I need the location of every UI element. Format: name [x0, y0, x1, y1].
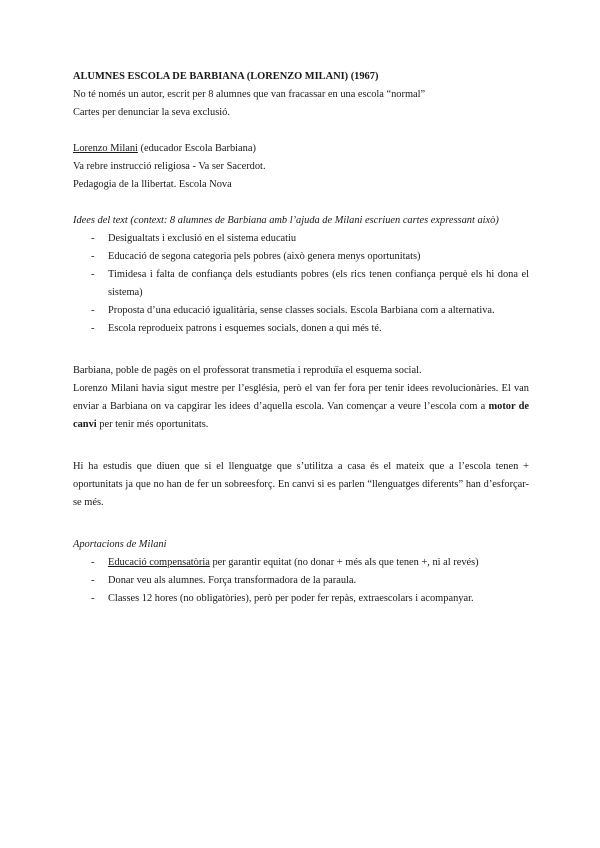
list-item: - Educació compensatòria per garantir equitat (no donar + més als que tenen +, ni al revés)	[91, 557, 479, 568]
list-item: - Proposta d’una educació igualitària, sense classes socials. Escola Barbiana com a alternativa.	[91, 305, 495, 316]
motor-de-canvi: motor de canvi	[73, 401, 530, 430]
document-title: ALUMNES ESCOLA DE BARBIANA (LORENZO MILANI) (1967)	[73, 71, 379, 82]
list-item: - Timidesa i falta de confiança dels estudiants pobres (els rics tenen confiança perquè els hi dona el sistema)	[91, 269, 529, 298]
spacer	[73, 512, 529, 530]
spacer	[73, 194, 529, 212]
intro-line-2: Cartes per denunciar la seva exclusió.	[73, 107, 230, 118]
barbiana-line: Barbiana, poble de pagès on el professorat transmetia i reproduïa el esquema social.	[73, 365, 422, 376]
list-item: - Desigualtats i exclusió en el sistema educatiu	[91, 233, 297, 244]
milani-line-1: Va rebre instrucció religiosa - Va ser Sacerdot.	[73, 161, 266, 172]
contributions-heading: Aportacions de Milani	[73, 539, 167, 550]
milani-line-2: Pedagogia de la llibertat. Escola Nova	[73, 179, 232, 190]
milani-paragraph: Lorenzo Milani havia sigut mestre per l’església, però el van fer fora per tenir idees revolucionàries. El van enviar a Barbiana on va capgirar les idees d’aquella escola. Van començar a veure l’escola com a motor de canvi per tenir més oportunitats.	[73, 383, 530, 430]
ideas-heading: Idees del text (context: 8 alumnes de Barbiana amb l’ajuda de Milani escriuen cartes expressant això)	[73, 215, 499, 226]
intro-line-1: No té només un autor, escrit per 8 alumnes que van fracassar en una escola “normal”	[73, 89, 426, 100]
milani-heading	[73, 140, 529, 158]
spacer	[73, 434, 529, 452]
list-item: - Educació de segona categoria pels pobres (això genera menys oportunitats)	[91, 251, 421, 262]
ideas-list	[73, 230, 529, 338]
list-item: - Classes 12 hores (no obligatòries), però per poder fer repàs, extraescolars i acompanyar.	[91, 593, 474, 604]
list-item: - Donar veu als alumnes. Força transformadora de la paraula.	[91, 575, 357, 586]
contributions-list	[73, 554, 529, 608]
document-content	[73, 68, 529, 608]
list-item: - Escola reprodueix patrons i esquemes socials, donen a qui més té.	[91, 323, 382, 334]
milani-role: (educador Escola Barbiana)	[137, 143, 256, 154]
spacer	[73, 338, 529, 356]
language-paragraph: Hi ha estudis que diuen que si el llenguatge que s’utilitza a casa és el mateix que a l’escola tenen + oportunitats ja que no han de fer un sobreesforç. En canvi si es parlen “llenguatges diferents” han d’esforçar-se més.	[73, 461, 529, 508]
milani-name: Lorenzo Milani	[73, 143, 138, 154]
spacer	[73, 122, 529, 140]
